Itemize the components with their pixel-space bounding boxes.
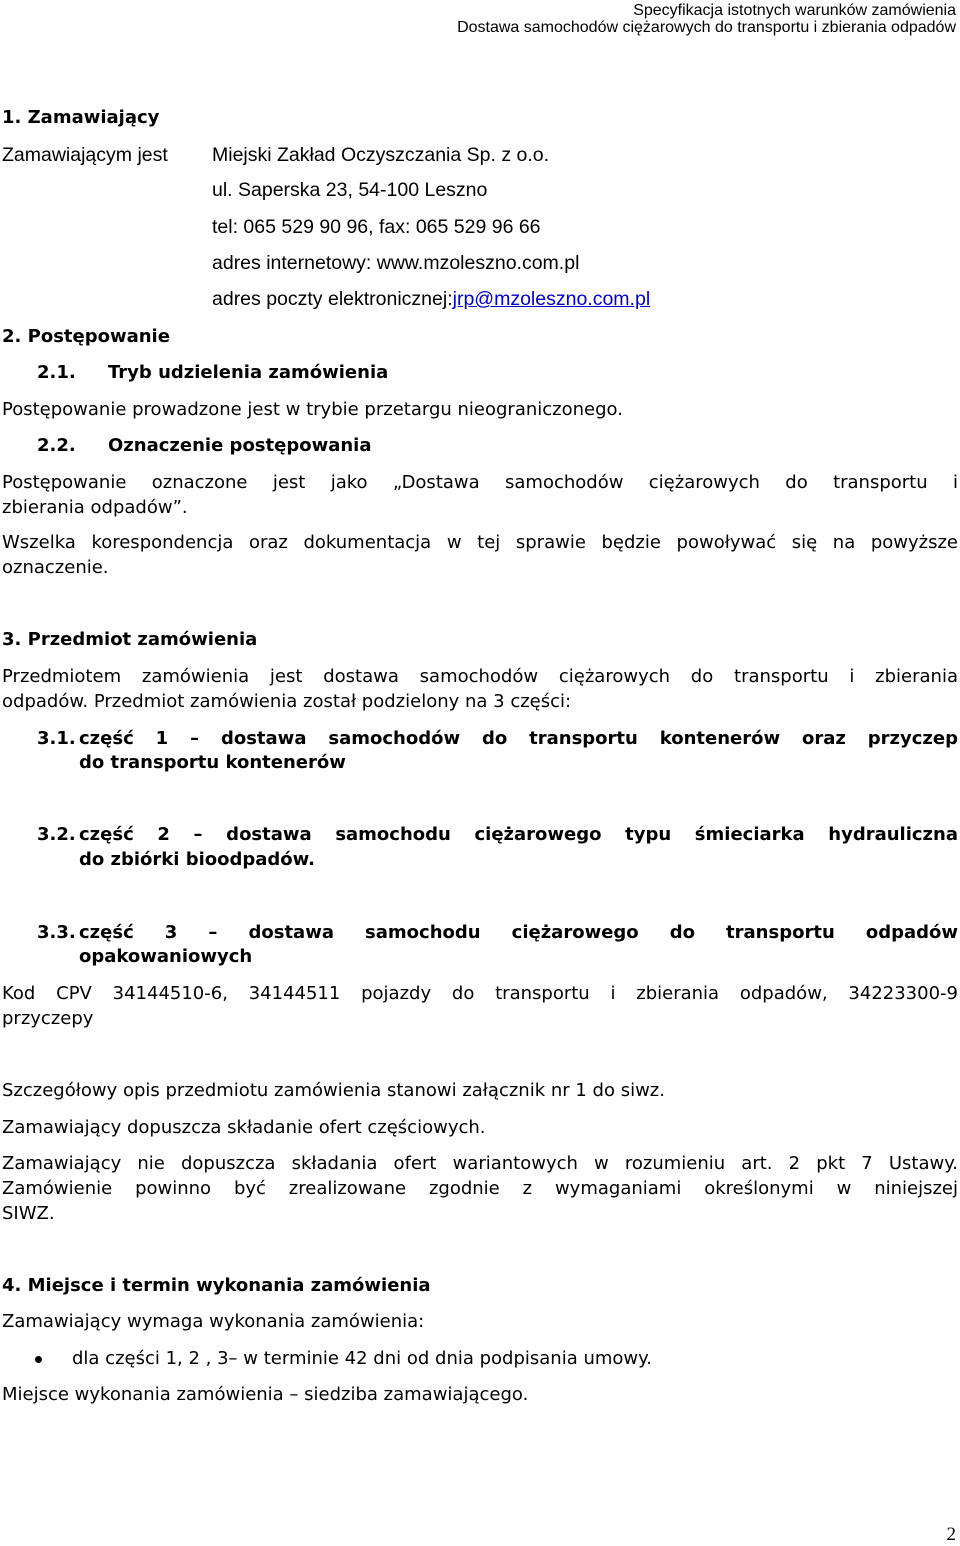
part-2-line1: część 2 – dostawa samochodu ciężarowego typu śmieciarka hydrauliczna <box>79 824 958 845</box>
variant-line3: SIWZ. <box>2 1203 55 1224</box>
part-3-number: 3.3. <box>37 922 76 943</box>
header-subtitle: Dostawa samochodów ciężarowych do transportu i zbierania odpadów <box>457 19 956 36</box>
section-2-2-title: Oznaczenie postępowania <box>108 435 372 456</box>
bullet-dot <box>35 1356 42 1363</box>
contracting-email-line <box>212 288 650 311</box>
cpv-line2: przyczepy <box>2 1008 94 1029</box>
section-2-1-number: 2.1. <box>37 362 76 383</box>
detail-text: Szczegółowy opis przedmiotu zamówienia stanowi załącznik nr 1 do siwz. <box>2 1080 665 1101</box>
section-2-2-note-line1: Wszelka korespondencja oraz dokumentacja w tej sprawie będzie powoływać się na powyższe <box>2 532 958 553</box>
part-2-number: 3.2. <box>37 824 76 845</box>
part-3-line2: opakowaniowych <box>79 946 253 967</box>
section-1-heading: 1. Zamawiający <box>2 107 160 128</box>
section-4-bullet-text: dla części 1, 2 , 3– w terminie 42 dni od dnia podpisania umowy. <box>72 1348 652 1369</box>
section-2-2-note-line2: oznaczenie. <box>2 557 109 578</box>
email-link[interactable]: jrp@mzoleszno.com.pl <box>452 288 651 310</box>
contracting-phone: tel: 065 529 90 96, fax: 065 529 96 66 <box>212 216 541 238</box>
section-2-1-title: Tryb udzielenia zamówienia <box>108 362 389 383</box>
part-3-line1: część 3 – dostawa samochodu ciężarowego do transportu odpadów <box>79 922 958 943</box>
section-4-intro: Zamawiający wymaga wykonania zamówienia: <box>2 1311 425 1332</box>
email-label: adres poczty elektronicznej: <box>212 288 453 310</box>
variant-line1: Zamawiający nie dopuszcza składania ofert wariantowych w rozumieniu art. 2 pkt 7 Ustawy. <box>2 1153 958 1174</box>
partial-offers-text: Zamawiający dopuszcza składanie ofert częściowych. <box>2 1117 486 1138</box>
part-1-number: 3.1. <box>37 728 76 749</box>
part-1-line2: do transportu kontenerów <box>79 752 346 773</box>
cpv-line1: Kod CPV 34144510-6, 34144511 pojazdy do transportu i zbierania odpadów, 34223300-9 <box>2 983 958 1004</box>
part-2-line2: do zbiórki bioodpadów. <box>79 849 315 870</box>
section-2-heading: 2. Postępowanie <box>2 326 170 347</box>
section-2-2-text-line1: Postępowanie oznaczone jest jako „Dostawa samochodów ciężarowych do transportu i <box>2 472 958 493</box>
contracting-label: Zamawiającym jest <box>2 144 168 166</box>
contracting-name: Miejski Zakład Oczyszczania Sp. z o.o. <box>212 144 550 166</box>
section-2-2-text-line2: zbierania odpadów”. <box>2 497 188 518</box>
contracting-website: adres internetowy: www.mzoleszno.com.pl <box>212 252 580 274</box>
section-3-intro-line2: odpadów. Przedmiot zamówienia został podzielony na 3 części: <box>2 691 572 712</box>
variant-line2: Zamówienie powinno być zrealizowane zgodnie z wymaganiami określonymi w niniejszej <box>2 1178 958 1199</box>
page-number: 2 <box>946 1524 956 1545</box>
section-4-heading: 4. Miejsce i termin wykonania zamówienia <box>2 1275 431 1296</box>
section-4-place: Miejsce wykonania zamówienia – siedziba zamawiającego. <box>2 1384 529 1405</box>
section-3-intro-line1: Przedmiotem zamówienia jest dostawa samochodów ciężarowych do transportu i zbierania <box>2 666 958 687</box>
section-2-1-text: Postępowanie prowadzone jest w trybie przetargu nieograniczonego. <box>2 399 623 420</box>
part-1-line1: część 1 – dostawa samochodów do transportu kontenerów oraz przyczep <box>79 728 958 749</box>
header-title: Specyfikacja istotnych warunków zamówienia <box>633 2 956 19</box>
section-3-heading: 3. Przedmiot zamówienia <box>2 629 258 650</box>
contracting-address: ul. Saperska 23, 54-100 Leszno <box>212 179 488 201</box>
section-2-2-number: 2.2. <box>37 435 76 456</box>
